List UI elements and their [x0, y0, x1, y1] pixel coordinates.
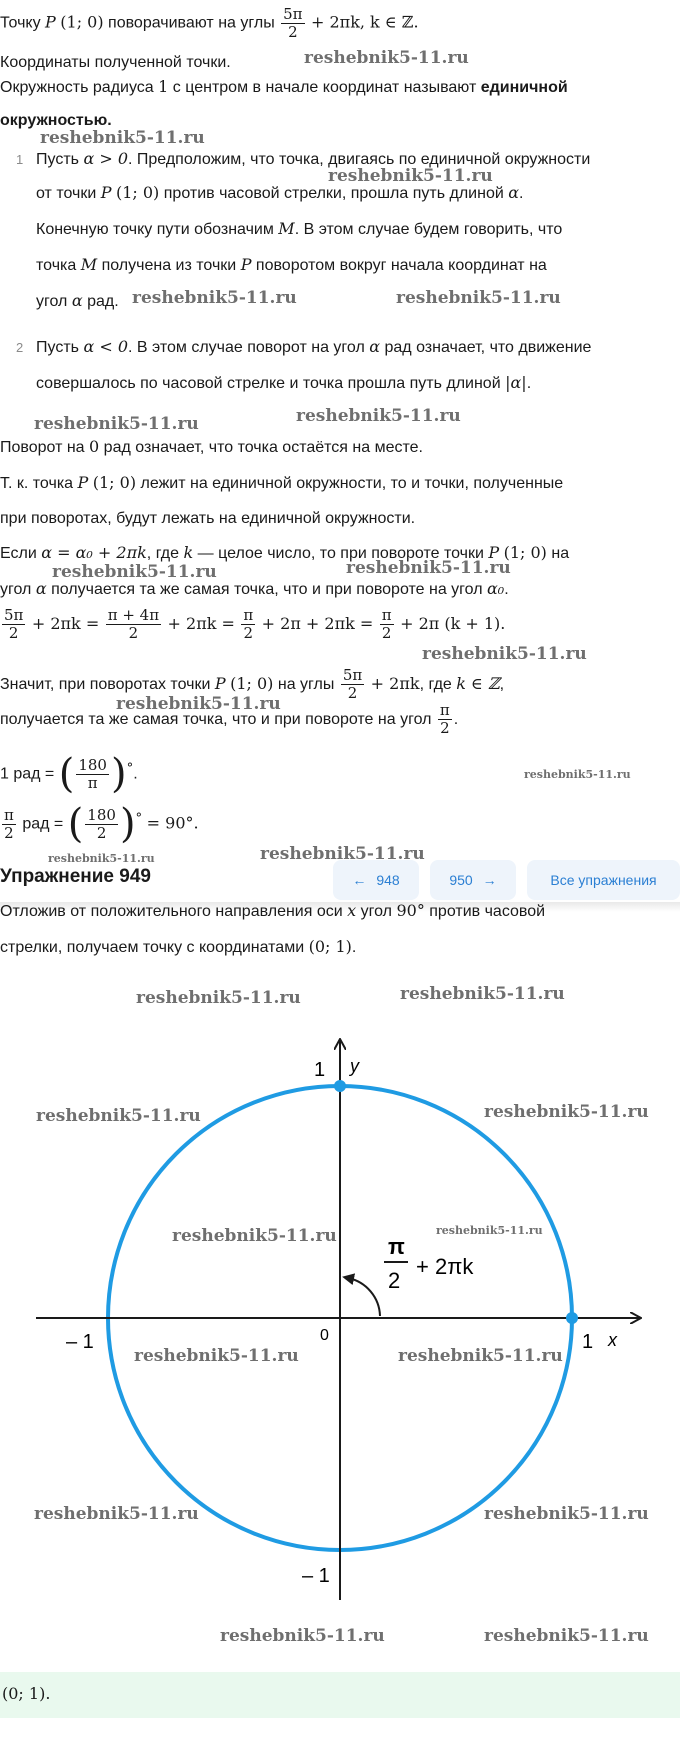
watermark: reshebnik5-11.ru: [484, 1626, 649, 1646]
list-item-1-line-3: Конечную точку пути обозначим M. В этом случае будем говорить, что: [36, 219, 563, 238]
para-if-line-1: Если α = α₀ + 2πk, где k — целое число, то при повороте точки P (1; 0) на: [0, 543, 570, 562]
watermark: reshebnik5-11.ru: [132, 288, 297, 308]
watermark: reshebnik5-11.ru: [260, 844, 425, 864]
watermark: reshebnik5-11.ru: [220, 1626, 385, 1646]
watermark: reshebnik5-11.ru: [172, 1226, 337, 1246]
watermark: reshebnik5-11.ru: [116, 694, 281, 714]
watermark: reshebnik5-11.ru: [304, 48, 469, 68]
fraction: $\frac{\pi}{2}$: [4, 805, 14, 842]
watermark: reshebnik5-11.ru: [398, 1346, 563, 1366]
para-if-line-2: угол α получается та же самая точка, что и при повороте на угол α₀.: [0, 579, 509, 598]
rotation-arc-arrow: [348, 1278, 380, 1316]
all-exercises-button[interactable]: [527, 860, 680, 900]
watermark: reshebnik5-11.ru: [36, 1106, 201, 1126]
radian-line-2: $\frac{\pi}{2}$ рад = ( $\frac{180}{2}$ )° = 90°.: [4, 801, 199, 848]
x-axis-label: x: [608, 1330, 617, 1350]
solution-line-2: стрелки, получаем точку с координатами (0; 1).: [0, 937, 357, 956]
answer-box: [0, 1672, 680, 1718]
fraction: $\frac{\pi}{2}$: [381, 606, 392, 643]
next-exercise-button[interactable]: [430, 860, 516, 900]
next-exercise-label: 950: [449, 872, 473, 888]
arrow-right-icon: →: [482, 872, 497, 888]
watermark: reshebnik5-11.ru: [484, 1102, 649, 1122]
fraction: $\frac{5\pi}{2}$: [283, 5, 303, 41]
para-zero-rotation: Поворот на 0 рад означает, что точка остаётся на месте.: [0, 437, 423, 456]
fraction: $\frac{5\pi}{2}$: [342, 666, 363, 703]
origin-label: 0: [320, 1327, 329, 1344]
answer-text: (0; 1).: [2, 1684, 51, 1703]
solution-line-1: Отложив от положительного направления оси x угол 90° против часовой: [0, 901, 546, 920]
fraction: $\frac{\pi}{2}$: [439, 701, 450, 738]
angle-numerator: π: [388, 1234, 405, 1259]
all-exercises-label: Все упражнения: [550, 872, 657, 888]
prev-exercise-button[interactable]: [333, 860, 419, 900]
fraction: $\frac{180}{2}$: [87, 805, 116, 842]
para-since-line-1: Т. к. точка P (1; 0) лежит на единичной окружности, то и точки, полученные: [0, 473, 564, 492]
list-item-1-line-4: точка M получена из точки P поворотом вокруг начала координат на: [36, 255, 547, 274]
watermark: reshebnik5-11.ru: [296, 406, 461, 426]
y-axis-label: y: [350, 1056, 359, 1076]
watermark: reshebnik5-11.ru: [422, 644, 587, 664]
prev-exercise-label: 948: [376, 872, 400, 888]
watermark: reshebnik5-11.ru: [48, 852, 155, 865]
list-item-1-line-1: Пусть α > 0. Предположим, что точка, двигаясь по единичной окружности: [36, 149, 591, 168]
watermark: reshebnik5-11.ru: [52, 562, 217, 582]
list-number-2: 2: [16, 340, 24, 355]
para-therefore-line-2: получается та же самая точка, что и при повороте на угол $\frac{\pi}{2}$ .: [0, 701, 459, 738]
watermark: reshebnik5-11.ru: [524, 768, 631, 781]
watermark: reshebnik5-11.ru: [396, 288, 561, 308]
tick-label-bottom: – 1: [302, 1565, 330, 1587]
point-top: [334, 1080, 346, 1092]
watermark: reshebnik5-11.ru: [328, 166, 493, 186]
list-item-2-line-1: Пусть α < 0. В этом случае поворот на угол α рад означает, что движение: [36, 337, 592, 356]
tick-label-left: – 1: [66, 1331, 94, 1353]
watermark: reshebnik5-11.ru: [346, 558, 511, 578]
intro-line: Точку P (1; 0) поворачивают на углы $\frac{5\pi}{2}$ + 2πk, k ∈ ℤ.: [0, 5, 419, 41]
unit-circle-figure: [0, 1000, 680, 1640]
list-item-2-line-2: совершалось по часовой стрелке и точка прошла путь длиной |α|.: [36, 373, 532, 392]
fraction: $\frac{\pi + 4\pi}{2}$: [107, 606, 160, 643]
para-since-line-2: при поворотах, будут лежать на единичной окружности.: [0, 510, 416, 527]
watermark: reshebnik5-11.ru: [484, 1504, 649, 1524]
watermark: reshebnik5-11.ru: [40, 128, 205, 148]
arrow-left-icon: ←: [352, 872, 367, 888]
exercise-title: Упражнение 949: [0, 866, 151, 887]
list-item-1-line-2: от точки P (1; 0) против часовой стрелки, прошла путь длиной α.: [36, 183, 524, 202]
radian-line-1: 1 рад = ( $\frac{180}{\pi}$ )°.: [0, 751, 138, 798]
watermark: reshebnik5-11.ru: [400, 984, 565, 1004]
definition-line-2: окружностью.: [0, 112, 112, 129]
angle-tail: + 2πk: [416, 1254, 474, 1279]
watermark: reshebnik5-11.ru: [136, 988, 301, 1008]
point-right: [566, 1312, 578, 1324]
angle-denominator: 2: [388, 1268, 401, 1293]
tick-label-right: 1: [582, 1331, 594, 1353]
fraction: $\frac{180}{\pi}$: [78, 755, 107, 792]
fraction: $\frac{\pi}{2}$: [243, 606, 254, 643]
definition-line: Окружность радиуса 1 с центром в начале координат называют единичной: [0, 77, 568, 96]
tick-label-top: 1: [314, 1059, 326, 1081]
coords-line: Координаты полученной точки.: [0, 54, 231, 71]
watermark: reshebnik5-11.ru: [436, 1224, 543, 1237]
list-item-1-line-5: угол α рад.: [36, 291, 119, 310]
para-therefore-line-1: Значит, при поворотах точки P (1; 0) на углы $\frac{5\pi}{2}$ + 2πk, где k ∈ ℤ,: [0, 666, 505, 703]
list-number-1: 1: [16, 152, 24, 167]
watermark: reshebnik5-11.ru: [134, 1346, 299, 1366]
equation-line: $\frac{5\pi}{2}$ + 2πk = $\frac{\pi + 4\pi}{2}$ + 2πk = $\frac{\pi}{2}$ + 2π + 2πk = $\frac{\pi}{2}$ + 2π (k + 1).: [4, 606, 506, 643]
fraction: $\frac{5\pi}{2}$: [4, 606, 24, 643]
watermark: reshebnik5-11.ru: [34, 414, 199, 434]
watermark: reshebnik5-11.ru: [34, 1504, 199, 1524]
